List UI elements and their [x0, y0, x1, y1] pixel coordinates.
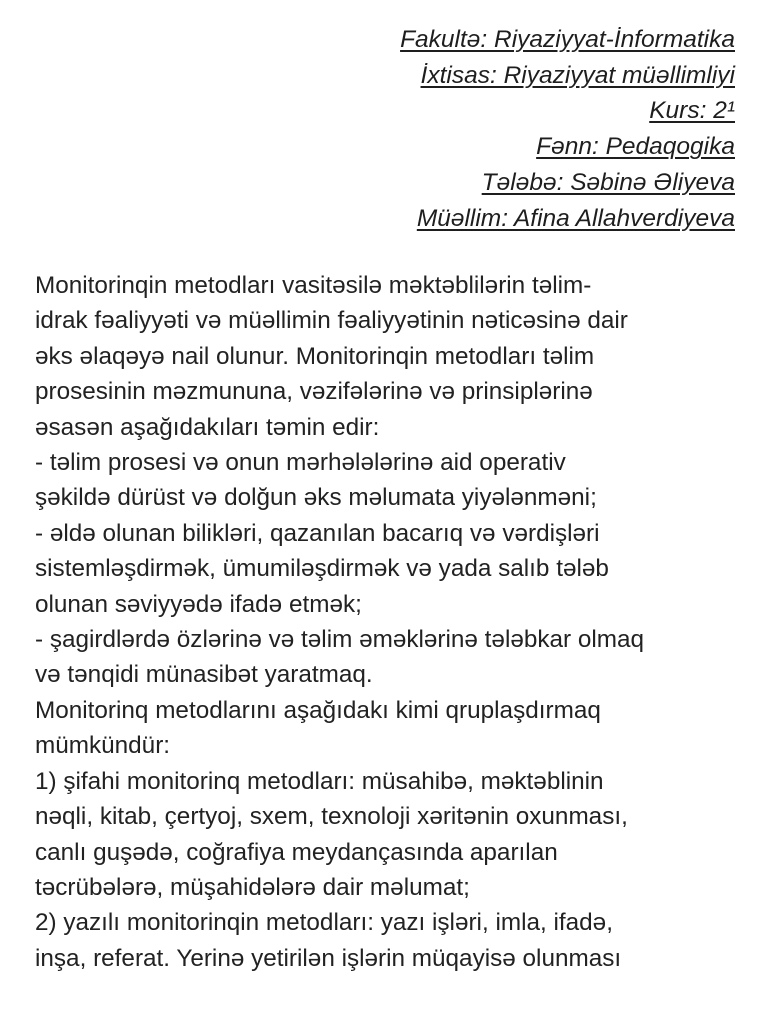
body-line: Monitorinqin metodları vasitəsilə məktəblilərin təlim-: [35, 272, 592, 299]
document-header: [400, 22, 735, 236]
faculty-line: Fakultə: Riyaziyyat-İnformatika: [400, 26, 735, 53]
body-line: şəkildə dürüst və dolğun əks məlumata yiyələnməni;: [35, 484, 597, 512]
body-line: - əldə olunan bilikləri, qazanılan bacarıq və vərdişləri: [35, 519, 600, 547]
body-line: mümkündür:: [35, 732, 171, 760]
student-line: Tələbə: Səbinə Əliyeva: [481, 168, 735, 196]
body-line: 2) yazılı monitorinqin metodları: yazı işləri, imla, ifadə,: [35, 909, 613, 937]
body-line: və tənqidi münasibət yaratmaq.: [35, 661, 373, 689]
teacher-line: Müəllim: Afina Allahverdiyeva: [416, 204, 735, 232]
body-line: əks əlaqəyə nail olunur. Monitorinqin metodları təlim: [35, 342, 595, 370]
body-line: təcrübələrə, müşahidələrə dair məlumat;: [35, 873, 470, 901]
body-line: nəqli, kitab, çertyoj, sxem, texnoloji xəritənin oxunması,: [35, 803, 628, 831]
body-line: 1) şifahi monitorinq metodları: müsahibə, məktəblinin: [35, 767, 604, 795]
body-line: canlı guşədə, coğrafiya meydançasında aparılan: [35, 838, 558, 866]
body-line: idrak fəaliyyəti və müəllimin fəaliyyətinin nəticəsinə dair: [35, 307, 628, 335]
course-line: Kurs: 2¹: [649, 97, 735, 125]
body-line: prosesinin məzmununa, vəzifələrinə və prinsiplərinə: [35, 378, 593, 406]
body-line: - təlim prosesi və onun mərhələlərinə aid operativ: [35, 449, 566, 477]
specialty-line: İxtisas: Riyaziyyat müəllimliyi: [420, 61, 735, 89]
body-line: olunan səviyyədə ifadə etmək;: [35, 590, 362, 618]
body-line: - şagirdlərdə özlərinə və təlim əməklərinə tələbkar olmaq: [35, 626, 645, 654]
document-body: [35, 268, 755, 976]
body-line: Monitorinq metodlarını aşağıdakı kimi qruplaşdırmaq: [35, 696, 601, 724]
body-line: sistemləşdirmək, ümumiləşdirmək və yada salıb tələb: [35, 555, 609, 583]
body-line: inşa, referat. Yerinə yetirilən işlərin müqayisə olunması: [35, 944, 622, 972]
subject-line: Fənn: Pedaqogika: [536, 133, 735, 161]
body-line: əsasən aşağıdakıları təmin edir:: [35, 413, 380, 441]
